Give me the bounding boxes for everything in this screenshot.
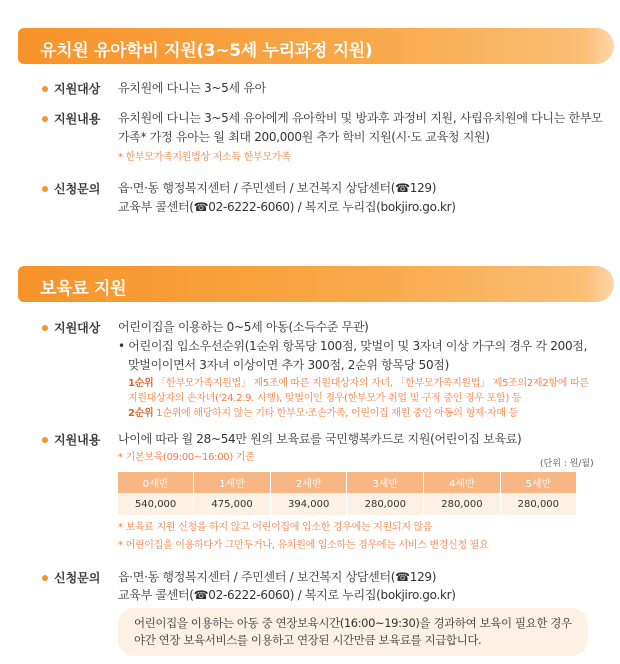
inquiry-line-2: 교육부 콜센터(☎02-6222-6060) / 복지로 누리집(bokjiro.go.kr) [118, 588, 456, 602]
target-text: 유치원에 다니는 3~5세 유아 [118, 81, 266, 95]
section-banner-childcare [18, 266, 614, 302]
rank1-label: 1순위 [128, 378, 154, 389]
table-cell: 280,000 [500, 493, 576, 515]
section-title: 보육료 지원 [40, 279, 127, 299]
rank2-label: 2순위 [128, 408, 154, 419]
content-line-2: 가족* 가정 유아는 월 최대 200,000원 추가 학비 지원(시·도 교육청 지원) [118, 130, 490, 144]
table-unit: (단위 : 원/월) [540, 459, 594, 469]
content-text: 나이에 따라 월 28~54만 원의 보육료를 국민행복카드로 지원(어린이집 보육료) [118, 432, 522, 446]
table-header: 1세반 [194, 472, 271, 493]
rank1-line-1 [128, 376, 589, 391]
bullet-dot-icon [42, 575, 48, 581]
table-cell: 280,000 [424, 493, 501, 515]
rank2-line [128, 406, 518, 421]
table-header: 5세반 [500, 472, 576, 493]
fee-note-1: * 보육료 지원 신청을 하지 않고 어린이집에 입소한 경우에는 지원되지 않음 [118, 522, 433, 533]
content-line-1: 유치원에 다니는 3~5세 유아에게 유아학비 및 방과후 과정비 지원, 사립유치원에 다니는 한부모 [118, 111, 603, 125]
priority-line-1: • 어린이집 입소우선순위(1순위 항목당 100점, 맞벌이 및 3자녀 이상 가구의 경우 각 200점, [118, 339, 588, 353]
label-target: 지원대상 [54, 82, 101, 96]
label-inquiry: 신청문의 [54, 182, 101, 196]
label-target: 지원대상 [54, 321, 101, 335]
target-text: 어린이집을 이용하는 0~5세 아동(소득수준 무관) [118, 320, 369, 334]
section-banner-kindergarten [18, 28, 614, 64]
bullet-dot-icon [42, 186, 48, 192]
label-content: 지원내용 [54, 433, 101, 447]
label-inquiry: 신청문의 [54, 571, 101, 585]
table-header: 0세반 [118, 472, 194, 493]
content-note: * 한부모가족지원법상 저소득 한부모가족 [118, 152, 291, 163]
table-cell: 280,000 [347, 493, 424, 515]
table-cell: 475,000 [194, 493, 271, 515]
rank1-line-2: 지원대상자의 손자녀('24.2.9. 시행), 맞벌이인 경우(한부모가 취업 및 구직 중인 경우 포함) 등 [128, 393, 522, 404]
fee-note-2: * 어린이집을 이용하다가 그만두거나, 유치원에 입소하는 경우에는 서비스 변경신청 필요 [118, 540, 489, 551]
table-header: 4세반 [424, 472, 501, 493]
table-cell: 540,000 [118, 493, 194, 515]
section-title: 유치원 유아학비 지원(3~5세 누리과정 지원) [40, 41, 373, 61]
bullet-dot-icon [42, 86, 48, 92]
table-row [118, 493, 576, 515]
table-header: 2세반 [270, 472, 347, 493]
inquiry-line-2: 교육부 콜센터(☎02-6222-6060) / 복지로 누리집(bokjiro.go.kr) [118, 200, 456, 214]
table-cell: 394,000 [270, 493, 347, 515]
label-content: 지원내용 [54, 112, 101, 126]
callout-line-2: 야간 연장 보육서비스를 이용하고 연장된 시간만큼 보육료를 지급합니다. [134, 633, 482, 647]
bullet-dot-icon [42, 437, 48, 443]
extended-care-callout [118, 608, 588, 656]
inquiry-line-1: 읍·면·동 행정복지센터 / 주민센터 / 보건복지 상담센터(☎129) [118, 570, 437, 584]
rank1-text: 「한부모가족지원법」 제5조에 따른 지원대상자의 자녀, 「한부모가족지원법」 제5조의2제2항에 따른 [153, 378, 589, 389]
bullet-dot-icon [42, 325, 48, 331]
callout-line-1: 어린이집을 이용하는 아동 중 연장보육시간(16:00~19:30)을 경과하여 보육이 필요한 경우 [134, 616, 572, 630]
bullet-dot-icon [42, 116, 48, 122]
table-header: 3세반 [347, 472, 424, 493]
rank2-text: 1순위에 해당하지 않는 기타 한부모·조손가족, 어린이집 재원 중인 아동의 형제·자매 등 [153, 408, 518, 419]
table-header-row [118, 472, 576, 493]
banner-decoration [584, 28, 614, 64]
priority-line-2: 맞벌이이면서 3자녀 이상이면 추가 300점, 2순위 항목당 50점) [128, 358, 449, 372]
inquiry-line-1: 읍·면·동 행정복지센터 / 주민센터 / 보건복지 상담센터(☎129) [118, 181, 437, 195]
fee-table [118, 472, 576, 515]
banner-decoration [584, 266, 614, 302]
content-note: * 기본보육(09:00~16:00) 기준 [118, 452, 255, 463]
